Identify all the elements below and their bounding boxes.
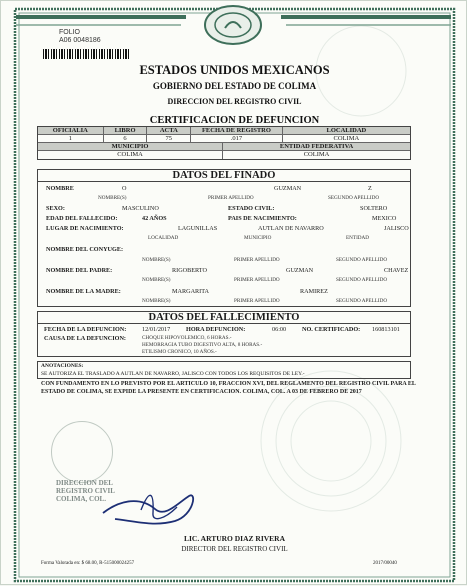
finado-section-title: DATOS DEL FINADO	[37, 169, 411, 181]
conyuge-segundo-caption: SEGUNDO APELLIDO	[336, 257, 388, 263]
padre-primer-caption: PRIMER APELLIDO	[234, 277, 280, 283]
sexo-value: MASCULINO	[122, 205, 159, 212]
padre-segundo-value: CHAVEZ	[384, 267, 409, 274]
primer-apellido-caption: PRIMER APELLIDO	[208, 195, 254, 201]
sexo-label: SEXO:	[46, 205, 65, 212]
anotaciones-section	[37, 361, 411, 379]
registry-value-acta: 75	[147, 135, 191, 142]
lugar-municipio-value: AUTLAN DE NAVARRO	[258, 225, 324, 232]
padre-nombre-value: RIGOBERTO	[172, 267, 207, 274]
seal-line-3: COLIMA, COL.	[56, 495, 106, 503]
official-seal	[51, 421, 113, 483]
registry-value-libro: 6	[104, 135, 148, 142]
registry-value-row-2	[38, 151, 410, 159]
segundo-apellido-value: Z	[368, 185, 372, 192]
registry-header-row-2	[38, 143, 410, 151]
folio	[59, 29, 101, 45]
madre-nombre-value: MARGARITA	[172, 288, 209, 295]
causa-line-2: HEMORRAGIA TUBO DIGESTIVO ALTA, 8 HORAS.-	[142, 342, 263, 348]
causa-label: CAUSA DE LA DEFUNCION:	[44, 335, 126, 342]
edad-value: 42 AÑOS	[142, 215, 167, 222]
registry-value-fecha: .017	[191, 135, 283, 142]
footer-code: 2017/00040	[373, 561, 397, 566]
padre-segundo-caption: SEGUNDO APELLIDO	[336, 277, 388, 283]
fecha-defuncion-value: 12/01/2017	[142, 326, 171, 333]
registry-header-fecha: FECHA DE REGISTRO	[191, 127, 283, 134]
primer-apellido-value: GUZMAN	[274, 185, 302, 192]
nombre-label: NOMBRE	[46, 185, 74, 192]
entidad-caption: ENTIDAD	[346, 235, 370, 241]
municipio-header: MUNICIPIO	[38, 143, 223, 150]
lugar-localidad-value: LAGUNILLAS	[178, 225, 218, 232]
entidad-value: COLIMA	[303, 151, 330, 158]
padre-nombres-caption: NOMBRE(S)	[142, 277, 171, 283]
anotaciones-label: ANOTACIONES:	[41, 363, 84, 369]
nombre-value: O	[122, 185, 127, 192]
registry-header-oficialia: OFICIALIA	[38, 127, 104, 134]
registry-value-row	[38, 135, 410, 143]
edad-label: EDAD DEL FALLECIDO:	[46, 215, 118, 222]
lugar-label: LUGAR DE NACIMIENTO:	[46, 225, 124, 232]
finado-section	[37, 181, 411, 307]
fecha-defuncion-label: FECHA DE LA DEFUNCION:	[44, 326, 127, 333]
madre-primer-caption: PRIMER APELLIDO	[234, 298, 280, 304]
lugar-entidad-value: JALISCO	[384, 225, 409, 232]
causa-line-1: CHOQUE HIPOVOLEMICO, 6 HORAS.-	[142, 335, 232, 341]
registry-value-oficialia: 1	[38, 135, 104, 142]
madre-primer-value: RAMIREZ	[300, 288, 328, 295]
barcode	[43, 49, 129, 59]
fallecimiento-section	[37, 323, 411, 357]
pais-value: MEXICO	[372, 215, 397, 222]
madre-nombres-caption: NOMBRE(S)	[142, 298, 171, 304]
segundo-apellido-caption: SEGUNDO APELLIDO	[328, 195, 380, 201]
folio-number: A06 0048186	[59, 37, 101, 44]
document-title: CERTIFICACION DE DEFUNCION	[149, 115, 320, 126]
legal-text: CON FUNDAMENTO EN LO PREVISTO POR EL ARTICULO 10, FRACCION XVI, DEL REGLAMENTO DEL REGISTRO CIVIL PARA EL ESTADO DE COLIMA, SE EXPIDE LA PRESENTE EN CERTIFICACION. COLIMA, COL. A 03 DE FEBRERO DE 2017	[41, 381, 416, 395]
registry-header-libro: LIBRO	[104, 127, 148, 134]
fallecimiento-section-title: DATOS DEL FALLECIMIENTO	[37, 311, 411, 323]
folio-label: FOLIO	[59, 29, 81, 36]
pais-label: PAIS DE NACIMIENTO:	[228, 215, 297, 222]
localidad-caption: LOCALIDAD	[148, 235, 179, 241]
hora-defuncion-value: 06:00	[272, 326, 287, 333]
madre-label: NOMBRE DE LA MADRE:	[46, 288, 121, 295]
footer-form-value: Forma Valorada en: $ 68.00, R-515000024257	[41, 561, 135, 566]
estado-civil-value: SOLTERO	[360, 205, 388, 212]
registry-value-localidad: COLIMA	[333, 135, 360, 142]
conyuge-nombres-caption: NOMBRE(S)	[142, 257, 171, 263]
municipio-value: COLIMA	[38, 151, 223, 159]
country-heading: ESTADOS UNIDOS MEXICANOS	[139, 63, 330, 77]
nombres-caption: NOMBRE(S)	[98, 195, 127, 201]
government-heading: GOBIERNO DEL ESTADO DE COLIMA	[152, 81, 317, 91]
estado-civil-label: ESTADO CIVIL:	[228, 205, 275, 212]
causa-line-3: ETILISMO CRONICO, 10 AÑOS.-	[142, 349, 217, 355]
padre-label: NOMBRE DEL PADRE:	[46, 267, 113, 274]
office-heading: DIRECCION DEL REGISTRO CIVIL	[167, 97, 302, 106]
registry-header-acta: ACTA	[147, 127, 191, 134]
registry-header-localidad: LOCALIDAD	[326, 127, 367, 134]
seal-line-1: DIRECCION DEL	[56, 479, 113, 487]
anotaciones-text: SE AUTORIZA EL TRASLADO A AUTLAN DE NAVARRO, JALISCO CON TODOS LOS REQUISITOS DE LEY.-	[41, 371, 305, 377]
handwritten-signature	[93, 479, 208, 531]
certificado-value: 160813101	[372, 326, 400, 333]
conyuge-label: NOMBRE DEL CONYUGE:	[46, 246, 124, 253]
certificado-label: NO. CERTIFICADO:	[302, 326, 361, 333]
madre-segundo-caption: SEGUNDO APELLIDO	[336, 298, 388, 304]
municipio-caption: MUNICIPIO	[244, 235, 272, 241]
registry-header-row	[38, 127, 410, 135]
entidad-header: ENTIDAD FEDERATIVA	[279, 143, 354, 150]
seal-line-2: REGISTRO CIVIL	[56, 487, 115, 495]
registry-table	[37, 126, 411, 160]
padre-primer-value: GUZMAN	[286, 267, 314, 274]
hora-defuncion-label: HORA DEFUNCION:	[186, 326, 246, 333]
signatory-title: DIRECTOR DEL REGISTRO CIVIL	[181, 545, 288, 553]
conyuge-primer-caption: PRIMER APELLIDO	[234, 257, 280, 263]
signatory-name: LIC. ARTURO DIAZ RIVERA	[183, 534, 285, 543]
